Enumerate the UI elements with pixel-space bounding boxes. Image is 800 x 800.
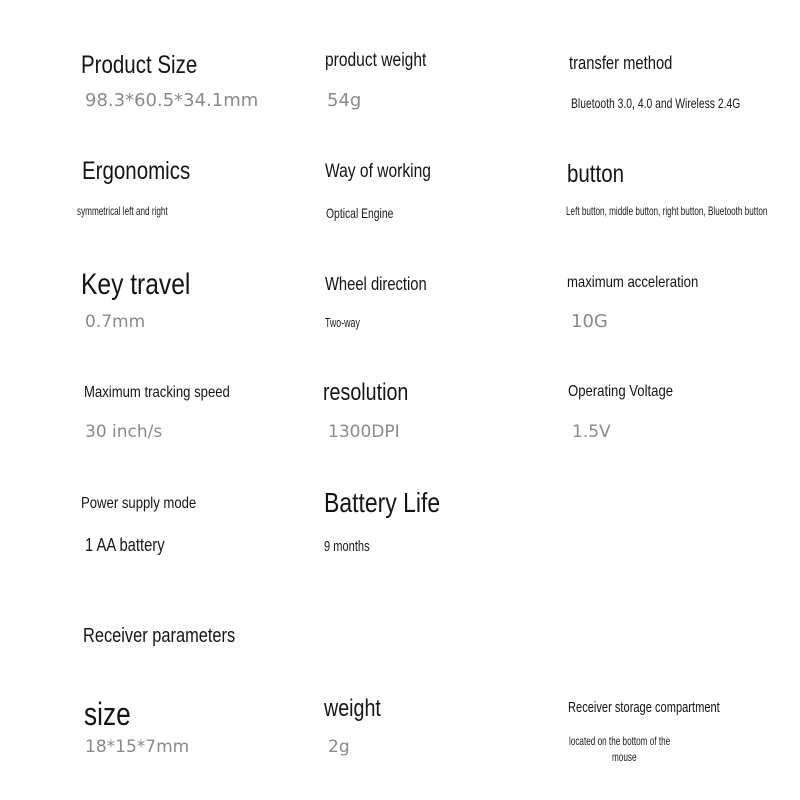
- product-weight-value: 54g: [327, 90, 362, 111]
- ergonomics-value: symmetrical left and right: [77, 204, 168, 218]
- receiver-storage-value-line1: located on the bottom of the: [569, 734, 671, 748]
- receiver-weight-label: weight: [324, 695, 381, 722]
- operating-voltage-value: 1.5V: [572, 422, 611, 442]
- resolution-value: 1300DPI: [328, 422, 400, 442]
- product-weight-label: product weight: [325, 50, 427, 71]
- way-of-working-label: Way of working: [325, 161, 431, 182]
- max-acceleration-value: 10G: [571, 311, 608, 332]
- product-size-value: 98.3*60.5*34.1mm: [85, 90, 259, 111]
- resolution-label: resolution: [323, 379, 409, 406]
- receiver-storage-value-line2: mouse: [612, 750, 637, 764]
- operating-voltage-label: Operating Voltage: [568, 383, 674, 400]
- button-label: button: [567, 160, 625, 188]
- receiver-heading: Receiver parameters: [83, 625, 236, 647]
- key-travel-value: 0.7mm: [85, 312, 146, 332]
- wheel-direction-label: Wheel direction: [325, 274, 427, 294]
- power-supply-label: Power supply mode: [81, 495, 197, 512]
- ergonomics-label: Ergonomics: [82, 157, 191, 185]
- max-tracking-speed-label: Maximum tracking speed: [84, 384, 230, 401]
- key-travel-label: Key travel: [81, 268, 191, 301]
- max-acceleration-label: maximum acceleration: [567, 274, 699, 291]
- battery-life-value: 9 months: [324, 538, 370, 555]
- transfer-method-value: Bluetooth 3.0, 4.0 and Wireless 2.4G: [571, 95, 741, 111]
- receiver-size-value: 18*15*7mm: [85, 737, 190, 757]
- battery-life-label: Battery Life: [324, 487, 441, 518]
- receiver-size-label: size: [84, 696, 131, 732]
- way-of-working-value: Optical Engine: [326, 205, 394, 221]
- power-supply-value: 1 AA battery: [85, 535, 165, 555]
- transfer-method-label: transfer method: [569, 53, 673, 73]
- receiver-weight-value: 2g: [328, 737, 350, 757]
- product-size-label: Product Size: [81, 51, 198, 79]
- receiver-storage-label: Receiver storage compartment: [568, 699, 720, 716]
- button-value: Left button, middle button, right button, Bluetooth button: [566, 204, 768, 218]
- wheel-direction-value: Two-way: [325, 315, 360, 330]
- max-tracking-speed-value: 30 inch/s: [85, 422, 163, 442]
